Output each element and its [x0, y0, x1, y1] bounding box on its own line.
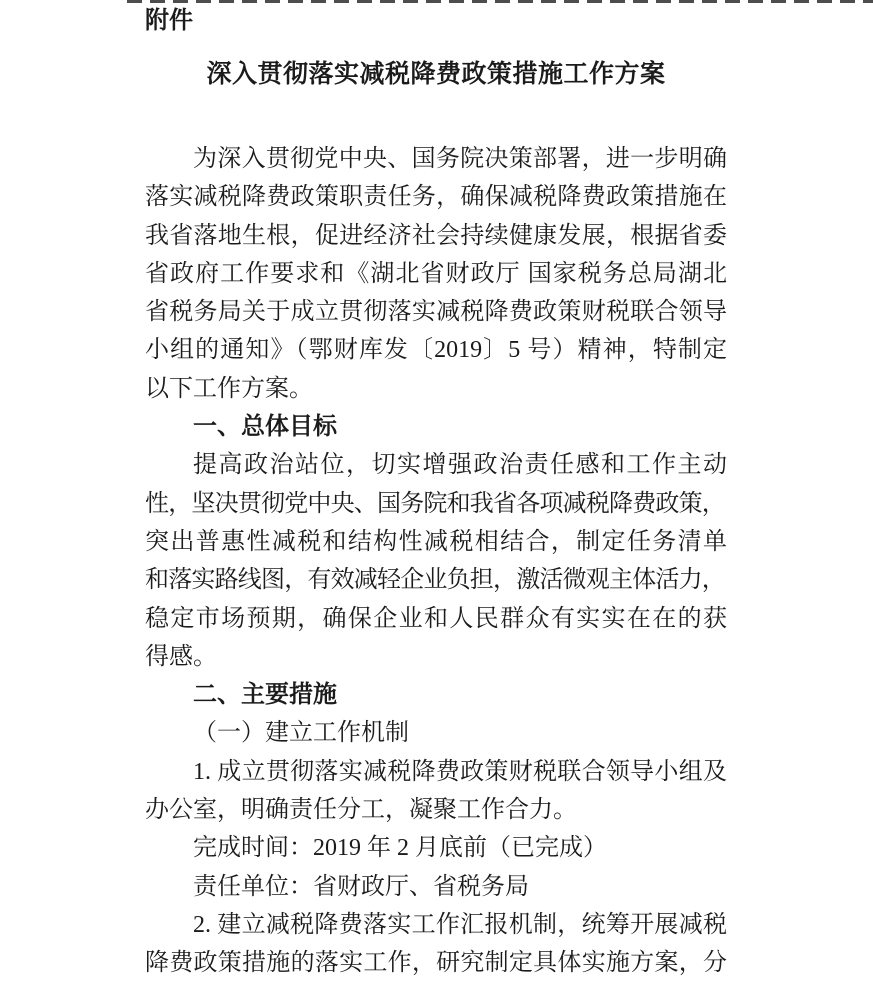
- body-line: 突出普惠性减税和结构性减税相结合，制定任务清单: [145, 528, 727, 555]
- body-line: 得感。: [145, 643, 217, 670]
- body-line: 稳定市场预期，确保企业和人民群众有实实在在的获: [145, 605, 727, 632]
- body-line: 我省落地生根，促进经济社会持续健康发展，根据省委: [145, 222, 727, 249]
- body-line: 2. 建立减税降费落实工作汇报机制，统筹开展减税: [193, 911, 727, 938]
- document-title: 深入贯彻落实减税降费政策措施工作方案: [206, 60, 666, 88]
- body-line: 降费政策措施的落实工作，研究制定具体实施方案，分: [145, 950, 727, 977]
- responsible-unit-line: 责任单位：省财政厅、省税务局: [193, 873, 529, 900]
- body-line: 为深入贯彻党中央、国务院决策部署，进一步明确: [193, 146, 727, 172]
- body-line: 落实减税降费政策职责任务，确保减税降费政策措施在: [145, 184, 727, 211]
- body-line: 提高政治站位，切实增强政治责任感和工作主动: [193, 452, 727, 479]
- body-line: 省政府工作要求和《湖北省财政厅 国家税务总局湖北: [145, 260, 727, 287]
- document-body: [145, 140, 727, 982]
- heading-main-measures: 二、主要措施: [193, 681, 337, 709]
- completion-time-line: 完成时间：2019 年 2 月底前（已完成）: [193, 835, 607, 862]
- body-line: 小组的通知》（鄂财库发〔2019〕5 号）精神，特制定: [145, 337, 727, 364]
- body-line: 1. 成立贯彻落实减税降费政策财税联合领导小组及: [193, 758, 727, 785]
- heading-overall-goals: 一、总体目标: [193, 413, 337, 441]
- body-line: 办公室，明确责任分工，凝聚工作合力。: [145, 797, 577, 824]
- attachment-label: 附件: [145, 7, 193, 34]
- body-line: 性，坚决贯彻党中央、国务院和我省各项减税降费政策，: [145, 490, 725, 517]
- scan-edge-artifact: [127, 0, 873, 3]
- body-line: 省税务局关于成立贯彻落实减税降费政策财税联合领导: [145, 299, 727, 326]
- subheading-work-mechanism: （一）建立工作机制: [193, 720, 409, 747]
- body-line: 以下工作方案。: [145, 375, 313, 402]
- body-line: 和落实路线图，有效减轻企业负担，激活微观主体活力，: [145, 567, 725, 594]
